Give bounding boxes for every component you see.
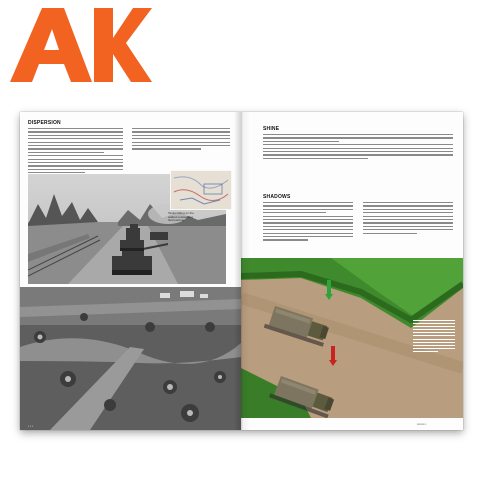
diorama-caption	[413, 320, 455, 354]
left-folio: ▪ ▪ ▪	[28, 424, 33, 428]
body-text-shadows-col-1	[263, 202, 353, 243]
body-text-shine	[263, 134, 453, 161]
right-page	[241, 112, 463, 430]
logo-letter-a	[10, 8, 92, 82]
ak-logo	[2, 2, 152, 87]
body-text-shadows-col-2	[363, 202, 453, 236]
body-text-column-1	[28, 128, 123, 175]
body-text-column-2	[132, 128, 230, 152]
section-heading-shadows: SHADOWS	[263, 194, 291, 200]
magazine-spread	[20, 112, 463, 430]
section-heading-shine: SHINE	[263, 126, 280, 132]
svg-text:· · ·: · · ·	[178, 205, 183, 209]
section-heading-dispersion: DISPERSION	[28, 120, 61, 126]
aerial-photo	[20, 287, 241, 430]
inset-map-image	[170, 170, 232, 210]
logo-letter-k	[94, 8, 152, 82]
left-page	[20, 112, 241, 430]
photo-caption: Tanks rolling on the stalled outstanding field parking.	[168, 211, 194, 223]
right-folio: ▪▪▪▪▪▪▪ ▪	[417, 422, 427, 426]
